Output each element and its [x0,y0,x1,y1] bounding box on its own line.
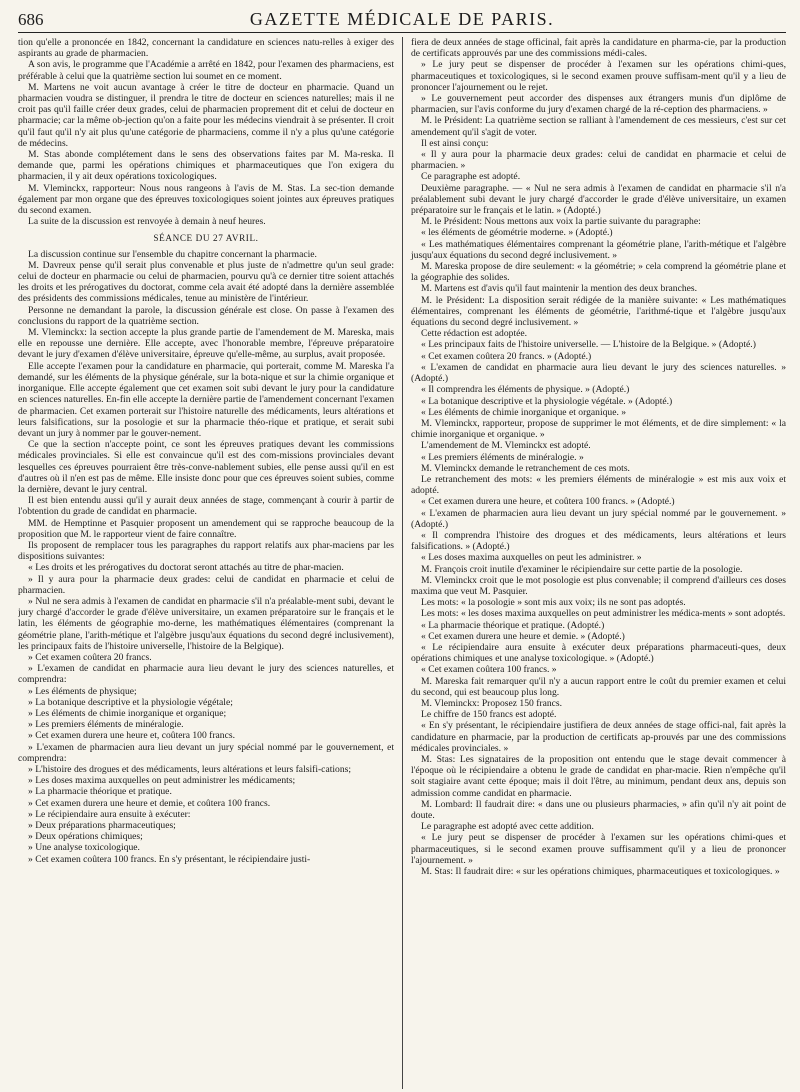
paragraph: M. François croit inutile d'examiner le récipiendaire sur cette partie de la posologie. [421,563,743,575]
paragraph: M. Vleminckx croit que le mot posologie est plus convenable; il comprend d'ailleurs ces doses maxima que veut M. Pasquier. [411,574,786,597]
paragraph: « Les mathématiques élémentaires comprenant la géométrie plane, l'arith-métique et l'algèbre jusqu'aux équations du second degré inclusivement. » [411,238,786,261]
paragraph: Ce que la section n'accepte point, ce sont les épreuves pratiques devant les commissions médicales provinciales. Si elle est convaincue qu'il est des com-missions provinciales devant lesquelles ces épreuves pourraient être très-conve-nablement subies, elle pense aussi qu'il en est d'autres où il n'en est pas de même. Elle insiste donc pour que ces épreuves soient subies, comme la dernière, devant le jury central. [18,439,394,495]
paragraph: « les éléments de géométrie moderne. » (Adopté.) [421,227,613,239]
paragraph: M. Mareska propose de dire seulement: « la géométrie; » cela comprend la géométrie plane et la géographie des solides. [411,261,786,284]
paragraph: M. Davreux pense qu'il serait plus convenable et plus juste de n'admettre qu'un seul grade: celui de docteur en pharmacie ou celui de pharmacien, pourvu qu'à ce dernier titre soient attachés les droits et les prérogatives du doctorat, comme cela avait été adopté dans la dernière assemblée des présidents des commissions médicales, tenue au ministère de l'intérieur. [18,259,394,305]
paragraph: L'amendement de M. Vleminckx est adopté. [421,440,591,452]
paragraph: M. Stas: Il faudrait dire: « sur les opérations chimiques, pharmaceutiques et toxicologiques. » [421,866,780,878]
paragraph: Il est bien entendu aussi qu'il y aurait deux années de stage, commençant à courir à partir de l'obtention du grade de candidat en pharmacie. [18,495,394,518]
paragraph: Il est ainsi conçu: [421,137,489,149]
paragraph: « Le récipiendaire aura ensuite à exécuter deux préparations pharmaceuti-ques, deux opérations chimiques et une analyse toxicologique. » (Adopté.) [411,641,786,665]
paragraph: Personne ne demandant la parole, la discussion générale est close. On passe à l'examen des conclusions du rapport de la quatrième section. [18,304,394,327]
paragraph: M. Lombard: Il faudrait dire: « dans une ou plusieurs pharmacies, » afin qu'il n'y ait point de doute. [411,798,786,822]
paragraph: M. Vleminckx demande le retranchement de ces mots. [421,462,630,474]
paragraph: « Il y aura pour la pharmacie deux grades: celui de candidat en pharmacie et celui de pharmacien. » [411,149,786,172]
paragraph: « Cet examen durera une heure et demie. » (Adopté.) [421,630,625,642]
paragraph: » Les premiers éléments de minéralogie. [28,719,184,731]
paragraph: Les mots: « la posologie » sont mis aux voix; ils ne sont pas adoptés. [421,597,686,609]
paragraph: « Les éléments de chimie inorganique et organique. » [421,406,627,418]
paragraph: M. Martens est d'avis qu'il faut maintenir la mention des deux branches. [421,283,698,295]
paragraph: » L'examen de candidat en pharmacie aura lieu devant le jury des sciences naturelles, et comprendra: [18,663,394,686]
paragraph: » Les doses maxima auxquelles on peut administrer les médicaments; [28,775,296,787]
paragraph: La suite de la discussion est renvoyée à demain à neuf heures. [28,216,266,228]
paragraph: » Deux opérations chimiques; [28,831,143,843]
paragraph: Les mots: « les doses maxima auxquelles on peut administrer les médica-ments » sont adoptés. [421,608,786,620]
journal-title: GAZETTE MÉDICALE DE PARIS. [249,9,555,29]
paragraph: M. Vleminckx, rapporteur: Nous nous rangeons à l'avis de M. Stas. La sec-tion demande également par mon organe que des épreuves toxicologiques soient jointes aux épreuves pratiques du second examen. [18,182,394,217]
paragraph: « En s'y présentant, le récipiendaire justifiera de deux années de stage offici-nal, fait après la candidature en pharmacie, par la production de certificats ap-prouvés par une des commissions médicales provinciales. » [411,720,786,754]
paragraph: « L'examen de candidat en pharmacie aura lieu devant le jury des sciences naturelles. » (Adopté.) [411,361,786,385]
paragraph: » Cet examen durera une heure et demie, et coûtera 100 francs. [28,797,271,809]
paragraph: M. Martens ne voit aucun avantage à créer le titre de docteur en pharmacie. Quand un pharmacien voudra se distinguer, il prendra le titre de docteur en sciences naturelles; mais il ne croit pas qu'il faille créer deux grades, celui de pharmacien proprement dit et celui de docteur en pharmacie; car la même ob-jection qu'on a faite pour les médecins viendrait à se présenter. Il croit qu'il faut qu'il n'y ait plus qu'une catégorie de pharmaciens, comme il n'y a plus qu'une catégorie de médecins. [18,81,394,149]
paragraph: » Le gouvernement peut accorder des dispenses aux étrangers munis d'un diplôme de pharmacien, sur l'avis conforme du jury d'examen chargé de la ré-ception des pharmaciens. » [411,93,786,116]
paragraph: M. le Président: La disposition serait rédigée de la manière suivante: « Les mathématiques élémentaires, comprenant les éléments de géométrie, l'arithmé-tique et l'algèbre jusqu'aux équations du second degré inclusivement. » [411,294,786,329]
paragraph: fiera de deux années de stage officinal, fait après la candidature en pharma-cie, par la production de certificats approuvés par une des commissions médi-cales. [411,37,786,60]
paragraph: » Le récipiendaire aura ensuite à exécuter: [28,808,191,820]
paragraph: Deuxième paragraphe. — « Nul ne sera admis à l'examen de candidat en pharmacie s'il n'a préalablement subi devant le jury chargé d'accorder le grade d'élève universitaire, un examen préparatoire sur le français et le latin. » (Adopté.) [411,182,786,217]
paragraph: « Les doses maxima auxquelles on peut les administrer. » [421,552,642,564]
paragraph: tion qu'elle a prononcée en 1842, concernant la candidature en sciences natu-relles à exiger des aspirants au grade de pharmacien. [18,37,394,60]
paragraph: » Cet examen durera une heure et, coûtera 100 francs. [28,730,235,742]
paragraph: » L'examen de pharmacien aura lieu devant un jury spécial nommé par le gouvernement, et comprendra: [18,741,394,764]
page-number: 686 [18,10,44,29]
right-column [402,37,786,1089]
paragraph: MM. de Hemptinne et Pasquier proposent un amendement qui se rapproche beaucoup de la proposition que M. le rapporteur vient de faire connaître. [18,517,394,540]
paragraph: « Cet examen durera une heure, et coûtera 100 francs. » (Adopté.) [421,496,675,508]
paragraph: « L'examen de pharmacien aura lieu devant un jury spécial nommé par le gouvernement. » (Adopté.) [411,507,786,530]
paragraph: » La botanique descriptive et la physiologie végétale; [28,696,233,708]
paragraph: La discussion continue sur l'ensemble du chapitre concernant la pharmacie. [28,248,317,260]
paragraph: » Le jury peut se dispenser de procéder à l'examen sur les opérations chimi-ques, pharmaceutiques et toxicologiques, si le second examen prouve suffisam-ment qu'il y a lieu de prononcer l'ajournement ou le rejet. [411,59,786,93]
paragraph: » Nul ne sera admis à l'examen de candidat en pharmacie s'il n'a préalable-ment subi, devant le jury chargé d'accorder le grade d'élève universitaire, un examen préparatoire sur le français et le latin, les éléments de géographie mo-derne, les mathématiques élémentaires (comprenant la géométrie plane, l'arith-métique et l'algèbre jusqu'aux équations du second degré inclusivement), les principaux faits de l'histoire universelle, l'histoire de la Belgique). [18,595,394,652]
paragraph: » La pharmacie théorique et pratique. [28,786,172,798]
paragraph: M. Vleminckx: Proposez 150 francs. [421,697,563,709]
paragraph: M. Stas abonde complétement dans le sens des observations faites par M. Ma-reska. Il demande que, parmi les opérations chimiques et pharmaceutiques que l'on exigera du pharmacien, il y ait deux opérations toxicologiques. [18,149,394,183]
paragraph: » Deux préparations pharmaceutiques; [28,820,176,832]
paragraph: » Il y aura pour la pharmacie deux grades: celui de candidat en pharmacie et celui de pharmacien. [18,573,394,596]
paragraph: « Cet examen coûtera 100 francs. » [421,664,557,676]
paragraph: M. le Président: La quatrième section se ralliant à l'amendement de ces messieurs, c'est sur cet amendement qu'il s'agit de voter. [411,115,786,138]
paragraph: Le chiffre de 150 francs est adopté. [421,709,557,721]
paragraph: Ce paragraphe est adopté. [421,171,521,183]
paragraph: M. Stas: Les signataires de la proposition ont entendu que le stage devait commencer à l'époque où le récipiendaire a obtenu le grade de candidat en phar-macie. Rien n'empêche qu'il soit stagiaire avant cette époque; mais il doit l'être, au minimum, pendant deux ans, depuis son admission comme candidat en pharmacie. [411,754,786,799]
paragraph: » L'histoire des drogues et des médicaments, leurs altérations et leurs falsifi-cations; [28,764,352,775]
paragraph: A son avis, le programme que l'Académie a arrêté en 1842, pour l'examen des pharmaciens, est préférable à celui que la quatrième section lui soumet en ce moment. [18,59,394,82]
paragraph: M. Vleminckx, rapporteur, propose de supprimer le mot éléments, et de dire simplement: « la chimie inorganique et organique. » [411,417,786,441]
paragraph: « La pharmacie théorique et pratique. (Adopté.) [421,619,605,631]
paragraph: » Cet examen coûtera 100 francs. En s'y présentant, le récipiendaire justi- [28,853,311,865]
text-columns [18,37,786,1089]
left-column [18,37,402,1089]
paragraph: « Cet examen coûtera 20 francs. » (Adopté.) [421,350,592,362]
paragraph: « Les principaux faits de l'histoire universelle. — L'histoire de la Belgique. » (Adopté.) [421,339,756,351]
paragraph: » Cet examen coûtera 20 francs. [28,651,152,663]
paragraph: « Les droits et les prérogatives du doctorat seront attachés au titre de phar-macien. [28,562,344,574]
paragraph: M. Vleminckx: la section accepte la plus grande partie de l'amendement de M. Mareska, mais elle en repousse une dernière. Elle accepte, avec l'honorable membre, l'épreuve préparatoire devant le jury d'examen d'élève universitaire, épreuve qu'elle-même, au surplus, avait proposée. [18,327,394,361]
paragraph: « Le jury peut se dispenser de procéder à l'examen sur les opérations chimi-ques et pharmaceutiques, si le second examen prouve suffisamment qu'il y a lieu de prononcer l'ajournement. » [411,832,786,866]
paragraph: » Une analyse toxicologique. [28,842,140,854]
paragraph: « Les premiers éléments de minéralogie. » [421,451,584,463]
page-header [18,6,786,33]
paragraph: « Il comprendra les éléments de physique. » (Adopté.) [421,384,630,396]
paragraph: « La botanique descriptive et la physiologie végétale. » (Adopté.) [421,395,673,407]
paragraph: Cette rédaction est adoptée. [421,328,528,340]
paragraph: SÉANCE DU 27 AVRIL. [153,233,259,244]
paragraph: » Les éléments de physique; [28,685,137,697]
paragraph: Ils proposent de remplacer tous les paragraphes du rapport relatifs aux phar-maciens par les dispositions suivantes: [18,539,394,563]
paragraph: « Il comprendra l'histoire des drogues et des médicaments, leurs altérations et leurs falsifications. » (Adopté.) [411,529,786,553]
paragraph: Le paragraphe est adopté avec cette addition. [421,821,594,833]
paragraph: Elle accepte l'examen pour la candidature en pharmacie, qui porterait, comme M. Mareska l'a demandé, sur les éléments de la physique générale, sur la bota-nique et sur la chimie organique et inorganique. Elle accepte également que cet examen soit subi devant le jury pour la candidature en sciences naturelles. En-fin elle accepte la dernière partie de l'amendement concernant l'examen de pharmacien. Cet examen porterait sur l'histoire naturelle des médicaments, leurs altérations et leurs falsifications, sur la posologie et sur la pharmacie théo-rique et pratique, et serait subi devant un jury à nommer par le gouver-nement. [18,360,394,439]
paragraph: M. le Président: Nous mettons aux voix la partie suivante du paragraphe: [421,216,701,228]
paragraph: » Les éléments de chimie inorganique et organique; [28,707,227,719]
paragraph: M. Mareska fait remarquer qu'il n'y a aucun rapport entre le coût du premier examen et celui du second, qui est beaucoup plus long. [411,675,786,698]
paragraph: Le retranchement des mots: « les premiers éléments de minéralogie » est mis aux voix et adopté. [411,473,786,497]
